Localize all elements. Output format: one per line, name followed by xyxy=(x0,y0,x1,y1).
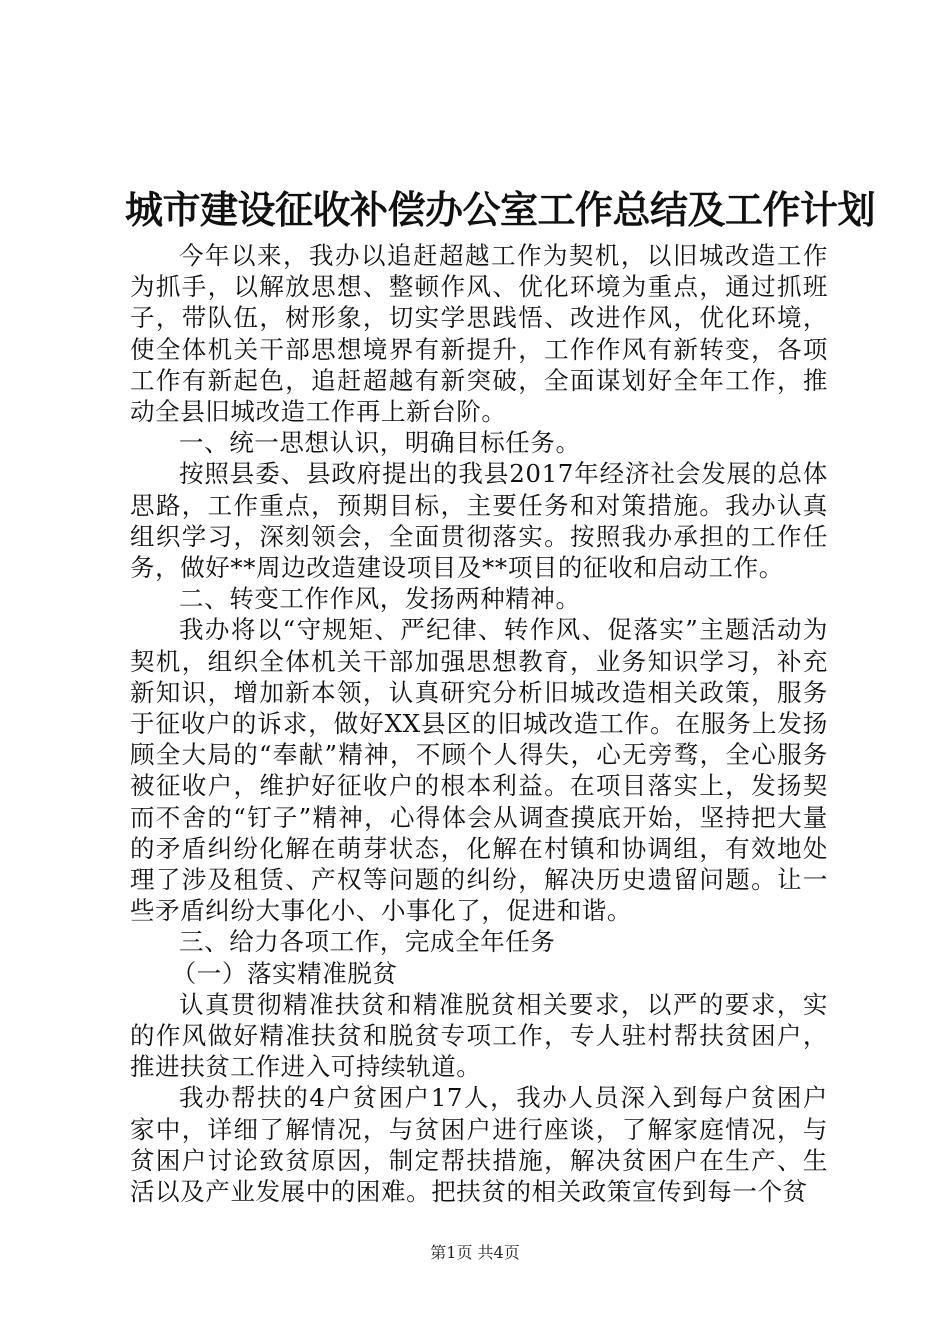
paragraph-subsection-1a: 认真贯彻精准扶贫和精准脱贫相关要求，以严的要求，实的作风做好精准扶贫和脱贫专项工作，专人驻村帮扶贫困户，推进扶贫工作进入可持续轨道。 xyxy=(130,989,828,1082)
section-heading-3: 三、给力各项工作，完成全年任务 xyxy=(179,927,556,957)
paragraph-subsection-1b: 我办帮扶的4户贫困户17人，我办人员深入到每户贫困户家中，详细了解情况，与贫困户进行座谈，了解家庭情况，与贫困户讨论致贫原因，制定帮扶措施，解决贫困户在生产、生活以及产业发展中的困难。把扶贫的相关政策宣传到每一个贫 xyxy=(130,1083,828,1207)
paragraph-section-2: 我办将以“守规矩、严纪律、转作风、促落实”主题活动为契机，组织全体机关干部加强思想教育，业务知识学习，补充新知识，增加新本领，认真研究分析旧城改造相关政策，服务于征收户的诉求，做好XX县区的旧城改造工作。在服务上发扬顾全大局的“奉献”精神，不顾个人得失，心无旁骛，全心服务被征收户，维护好征收户的根本利益。在项目落实上，发扬契而不舍的“钉子”精神，心得体会从调查摸底开始，坚持把大量的矛盾纠纷化解在萌芽状态，化解在村镇和协调组，有效地处理了涉及租赁、产权等问题的纠纷，解决历史遗留问题。让一些矛盾纠纷大事化小、小事化了，促进和谐。 xyxy=(130,615,828,926)
section-heading-2: 二、转变工作作风，发扬两种精神。 xyxy=(179,584,581,614)
paragraph-intro: 今年以来，我办以追赶超越工作为契机，以旧城改造工作为抓手，以解放思想、整顿作风、优化环境为重点，通过抓班子，带队伍，树形象，切实学思践悟、改进作风，优化环境，使全体机关干部思想境界有新提升，工作作风有新转变，各项工作有新起色，追赶超越有新突破，全面谋划好全年工作，推动全县旧城改造工作再上新台阶。 xyxy=(130,241,828,427)
page-number-footer: 第1页 共4页 xyxy=(430,1243,520,1262)
document-title: 城市建设征收补偿办公室工作总结及工作计划 xyxy=(125,187,876,232)
section-heading-1: 一、统一思想认识，明确目标任务。 xyxy=(179,428,581,458)
document-body xyxy=(130,240,828,1207)
subsection-heading-1: （一）落实精准脱贫 xyxy=(171,958,398,988)
paragraph-section-1: 按照县委、县政府提出的我县2017年经济社会发展的总体思路，工作重点，预期目标，主要任务和对策措施。我办认真组织学习，深刻领会，全面贯彻落实。按照我办承担的工作任务，做好**周边改造建设项目及**项目的征收和启动工作。 xyxy=(130,459,828,583)
